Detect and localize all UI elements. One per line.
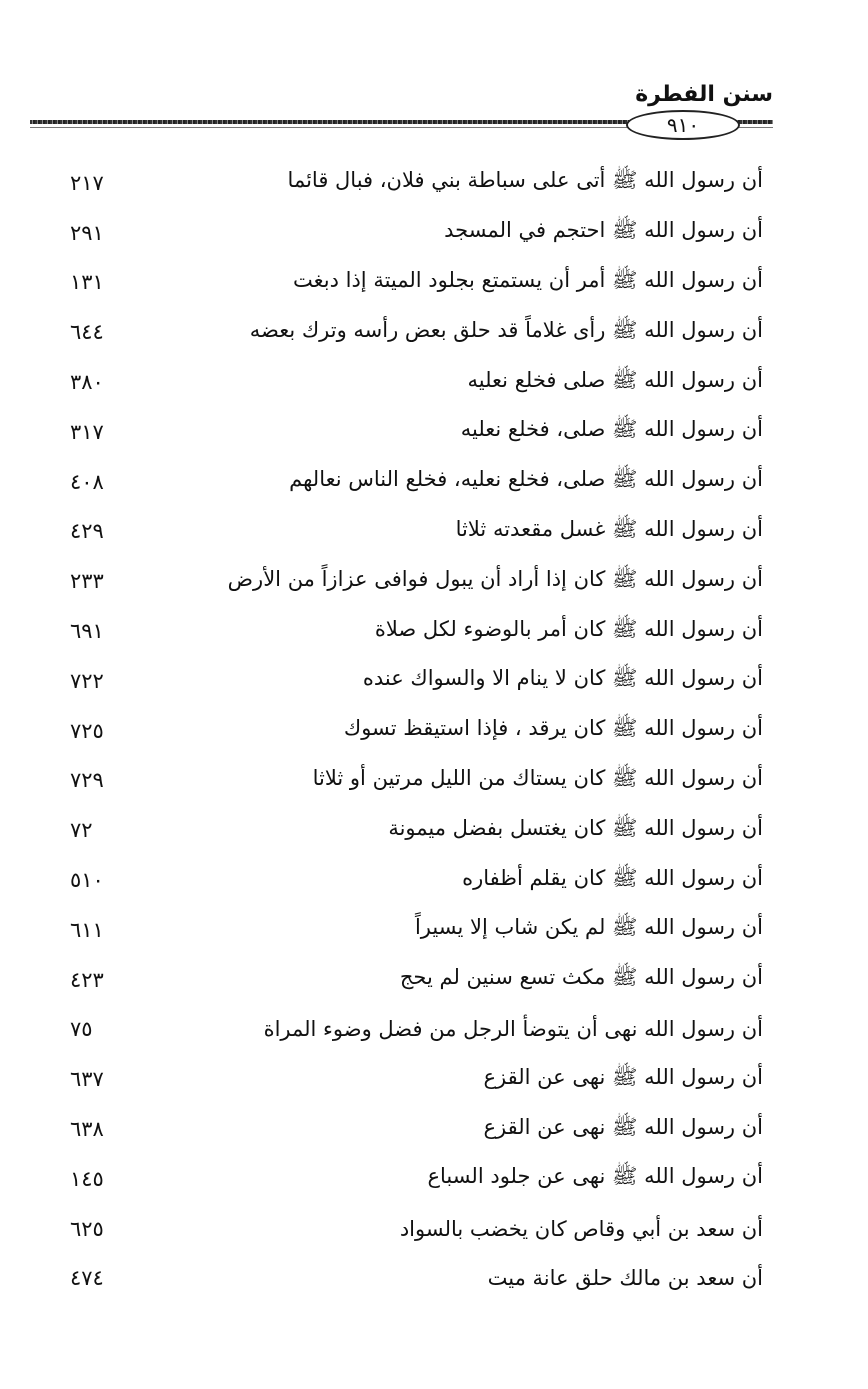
index-entry [70,407,763,457]
entry-page-number: ٦٣٧ [70,1067,104,1092]
entry-text: أن رسول الله ﷺ نهى عن القزع [483,1114,763,1139]
entry-text: أن رسول الله نهى أن يتوضأ الرجل من فضل وضوء المراة [263,1017,763,1042]
index-entry [70,1254,763,1304]
index-entry [70,1005,763,1055]
index-list [70,158,763,1303]
index-entry [70,706,763,756]
entry-page-number: ٤٠٨ [70,469,104,494]
entry-page-number: ٦٤٤ [70,320,104,345]
index-entry [70,855,763,905]
entry-page-number: ٣٨٠ [70,370,104,395]
index-entry [70,307,763,357]
entry-text: أن رسول الله ﷺ أتى على سباطة بني فلان، فبال قائما [287,168,763,193]
entry-text: أن سعد بن مالك حلق عانة ميت [487,1266,763,1291]
index-entry [70,507,763,557]
entry-text: أن رسول الله ﷺ صلى، فخلع نعليه، فخلع الناس نعالهم [289,467,763,492]
entry-page-number: ٢٣٣ [70,569,104,594]
entry-page-number: ٧٥ [70,1017,93,1042]
entry-text: أن رسول الله ﷺ كان يستاك من الليل مرتين أو ثلاثا [312,765,763,790]
entry-text: أن رسول الله ﷺ كان يقلم أظفاره [462,865,763,890]
index-entry [70,158,763,208]
entry-text: أن رسول الله ﷺ كان يرقد ، فإذا استيقظ تسوك [343,716,763,741]
entry-text: أن سعد بن أبي وقاص كان يخضب بالسواد [399,1216,763,1241]
index-entry [70,656,763,706]
index-entry [70,1054,763,1104]
entry-text: أن رسول الله ﷺ لم يكن شاب إلا يسيراً [414,915,763,940]
index-entry [70,357,763,407]
entry-text: أن رسول الله ﷺ صلى، فخلع نعليه [460,417,763,442]
entry-page-number: ٧٢٢ [70,668,104,693]
entry-text: أن رسول الله ﷺ غسل مقعدته ثلاثا [455,516,763,541]
page-number: ٩١٠ [626,110,740,140]
entry-page-number: ١٤٥ [70,1166,104,1191]
entry-text: أن رسول الله ﷺ كان إذا أراد أن يبول فوافى عزازاً من الأرض [227,566,763,591]
index-entry [70,208,763,258]
entry-text: أن رسول الله ﷺ كان أمر بالوضوء لكل صلاة [374,616,763,641]
entry-page-number: ٤٢٩ [70,519,104,544]
entry-page-number: ٦٩١ [70,619,104,644]
index-entry [70,556,763,606]
index-entry [70,1204,763,1254]
entry-page-number: ٤٧٤ [70,1266,104,1291]
entry-page-number: ٤٢٣ [70,967,104,992]
index-entry [70,1104,763,1154]
entry-page-number: ٧٢٩ [70,768,104,793]
entry-text: أن رسول الله ﷺ صلى فخلع نعليه [467,367,763,392]
entry-page-number: ٦٣٨ [70,1117,104,1142]
entry-text: أن رسول الله ﷺ احتجم في المسجد [444,218,763,243]
entry-page-number: ٦١١ [70,917,104,942]
entry-text: أن رسول الله ﷺ نهى عن جلود السباع [427,1164,763,1189]
entry-page-number: ٧٢٥ [70,718,104,743]
entry-page-number: ٣١٧ [70,419,104,444]
entry-text: أن رسول الله ﷺ رأى غلاماً قد حلق بعض رأسه وترك بعضه [249,317,763,342]
entry-page-number: ٢٩١ [70,220,104,245]
index-entry [70,905,763,955]
entry-text: أن رسول الله ﷺ كان يغتسل بفضل ميمونة [388,815,763,840]
index-entry [70,955,763,1005]
entry-text: أن رسول الله ﷺ أمر أن يستمتع بجلود الميتة إذا دبغت [293,267,763,292]
index-entry [70,457,763,507]
entry-text: أن رسول الله ﷺ مكث تسع سنين لم يحج [399,965,763,990]
index-entry [70,606,763,656]
entry-page-number: ١٣١ [70,270,104,295]
index-entry [70,258,763,308]
entry-page-number: ٥١٠ [70,868,104,893]
entry-text: أن رسول الله ﷺ نهى عن القزع [483,1064,763,1089]
index-entry [70,756,763,806]
entry-text: أن رسول الله ﷺ كان لا ينام الا والسواك عنده [362,666,763,691]
page-header [30,80,773,140]
book-title: سنن الفطرة [635,82,773,107]
entry-page-number: ٧٢ [70,818,93,843]
entry-page-number: ٢١٧ [70,170,104,195]
entry-page-number: ٦٢٥ [70,1216,104,1241]
index-entry [70,805,763,855]
index-entry [70,1154,763,1204]
